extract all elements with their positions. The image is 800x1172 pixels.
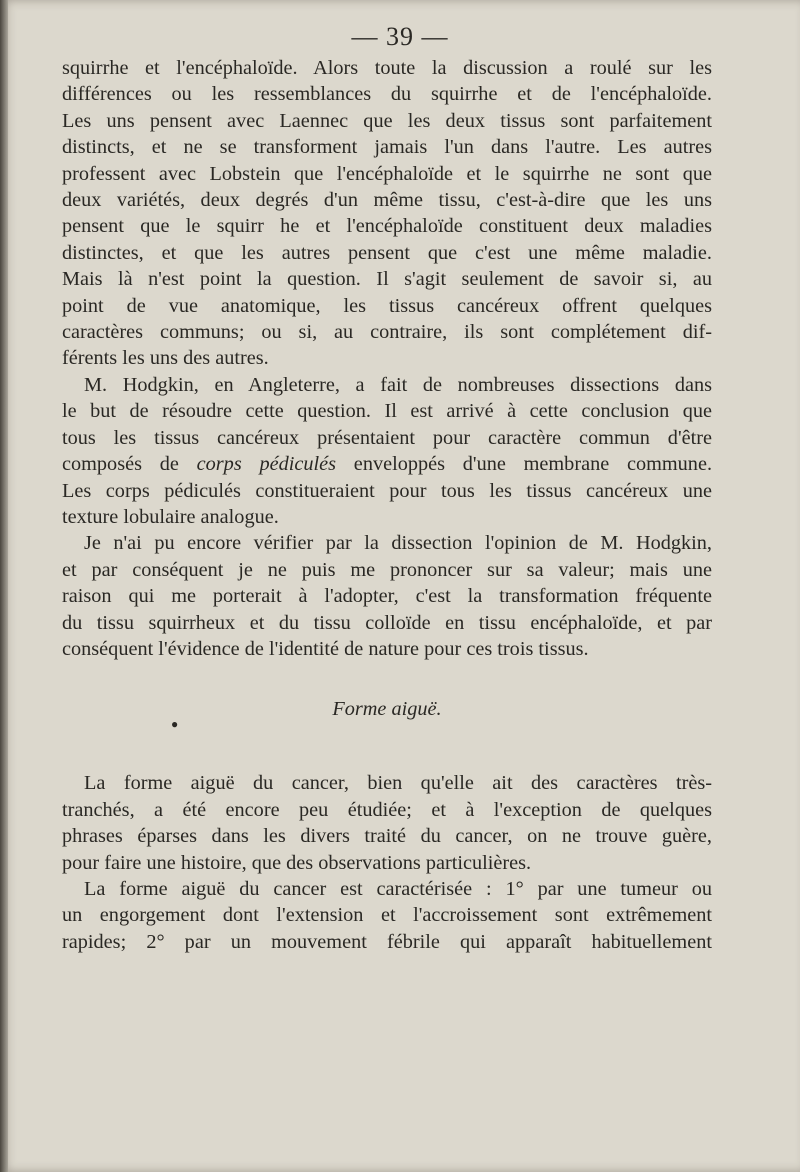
italic-term: corps pédiculés: [196, 453, 337, 476]
text-line: [62, 451, 712, 477]
paragraph-1: [62, 55, 712, 372]
text-line: caractères communs; ou si, au contraire, ils sont complétement dif-: [62, 321, 712, 344]
text-line: Les corps pédiculés constitueraient pour tous les tissus cancéreux une: [62, 479, 712, 502]
page-number: — 39 —: [351, 22, 449, 51]
text-line: deux variétés, deux degrés d'un même tissu, c'est-à-dire que les uns: [62, 189, 712, 212]
text-line: conséquent l'évidence de l'identité de nature pour ces trois tissus.: [62, 637, 589, 660]
paragraph-4: [62, 770, 712, 876]
text-line: tranchés, a été encore peu étudiée; et à l'exception de quelques: [62, 798, 712, 821]
text-line: différences ou les ressemblances du squirrhe et de l'encéphaloïde.: [62, 83, 712, 106]
text-line: distincts, et ne se transforment jamais l'un dans l'autre. Les autres: [62, 136, 712, 159]
text-line: M. Hodgkin, en Angleterre, a fait de nombreuses dissections dans: [84, 373, 712, 396]
text-line: phrases éparses dans les divers traité du cancer, on ne trouve guère,: [62, 825, 712, 848]
text-line: et par conséquent je ne puis me prononcer sur sa valeur; mais une: [62, 558, 712, 581]
text-line: Mais là n'est point la question. Il s'agit seulement de savoir si, au: [62, 268, 712, 291]
text-line: rapides; 2° par un mouvement fébrile qui apparaît habituellement: [62, 930, 712, 953]
text-line: pensent que le squirr he et l'encéphaloïde constituent deux maladies: [62, 215, 712, 238]
section-heading: Forme aiguë.: [332, 698, 442, 721]
paragraph-5: [62, 876, 712, 955]
text-line: tous les tissus cancéreux présentaient pour caractère commun d'être: [62, 426, 712, 449]
ink-dot-mark: ●: [171, 717, 179, 731]
book-spine-shadow: [0, 0, 8, 1172]
text-line: Je n'ai pu encore vérifier par la dissection l'opinion de M. Hodgkin,: [84, 532, 712, 555]
text-line: Les uns pensent avec Laennec que les deux tissus sont parfaitement: [62, 109, 712, 132]
text-line: point de vue anatomique, les tissus cancéreux offrent quelques: [62, 294, 712, 317]
paragraph-3: [62, 530, 712, 662]
text-line: un engorgement dont l'extension et l'accroissement sont extrêmement: [62, 904, 712, 927]
text-line: squirrhe et l'encéphaloïde. Alors toute la discussion a roulé sur les: [62, 57, 712, 79]
text-line: La forme aiguë du cancer est caractérisée : 1° par une tumeur ou: [84, 877, 712, 900]
text-fragment: composés de: [62, 453, 197, 476]
text-line: La forme aiguë du cancer, bien qu'elle ait des caractères très-: [84, 772, 712, 795]
text-fragment: enveloppés d'une membrane commune.: [336, 453, 713, 476]
text-line: du tissu squirrheux et du tissu colloïde en tissu encéphaloïde, et par: [62, 611, 712, 634]
text-line: le but de résoudre cette question. Il est arrivé à cette conclusion que: [62, 400, 712, 423]
text-line: distinctes, et que les autres pensent que c'est une même maladie.: [62, 241, 712, 264]
text-line: raison qui me porterait à l'adopter, c'est la transformation fréquente: [62, 585, 712, 608]
text-line: pour faire une histoire, que des observations particulières.: [62, 851, 532, 874]
page-body: [62, 55, 712, 955]
text-line: férents les uns des autres.: [62, 347, 269, 370]
text-line: texture lobulaire analogue.: [62, 505, 279, 528]
paragraph-2: [62, 372, 712, 530]
text-line: professent avec Lobstein que l'encéphaloïde et le squirrhe ne sont que: [62, 162, 712, 185]
spacer: [62, 722, 712, 770]
